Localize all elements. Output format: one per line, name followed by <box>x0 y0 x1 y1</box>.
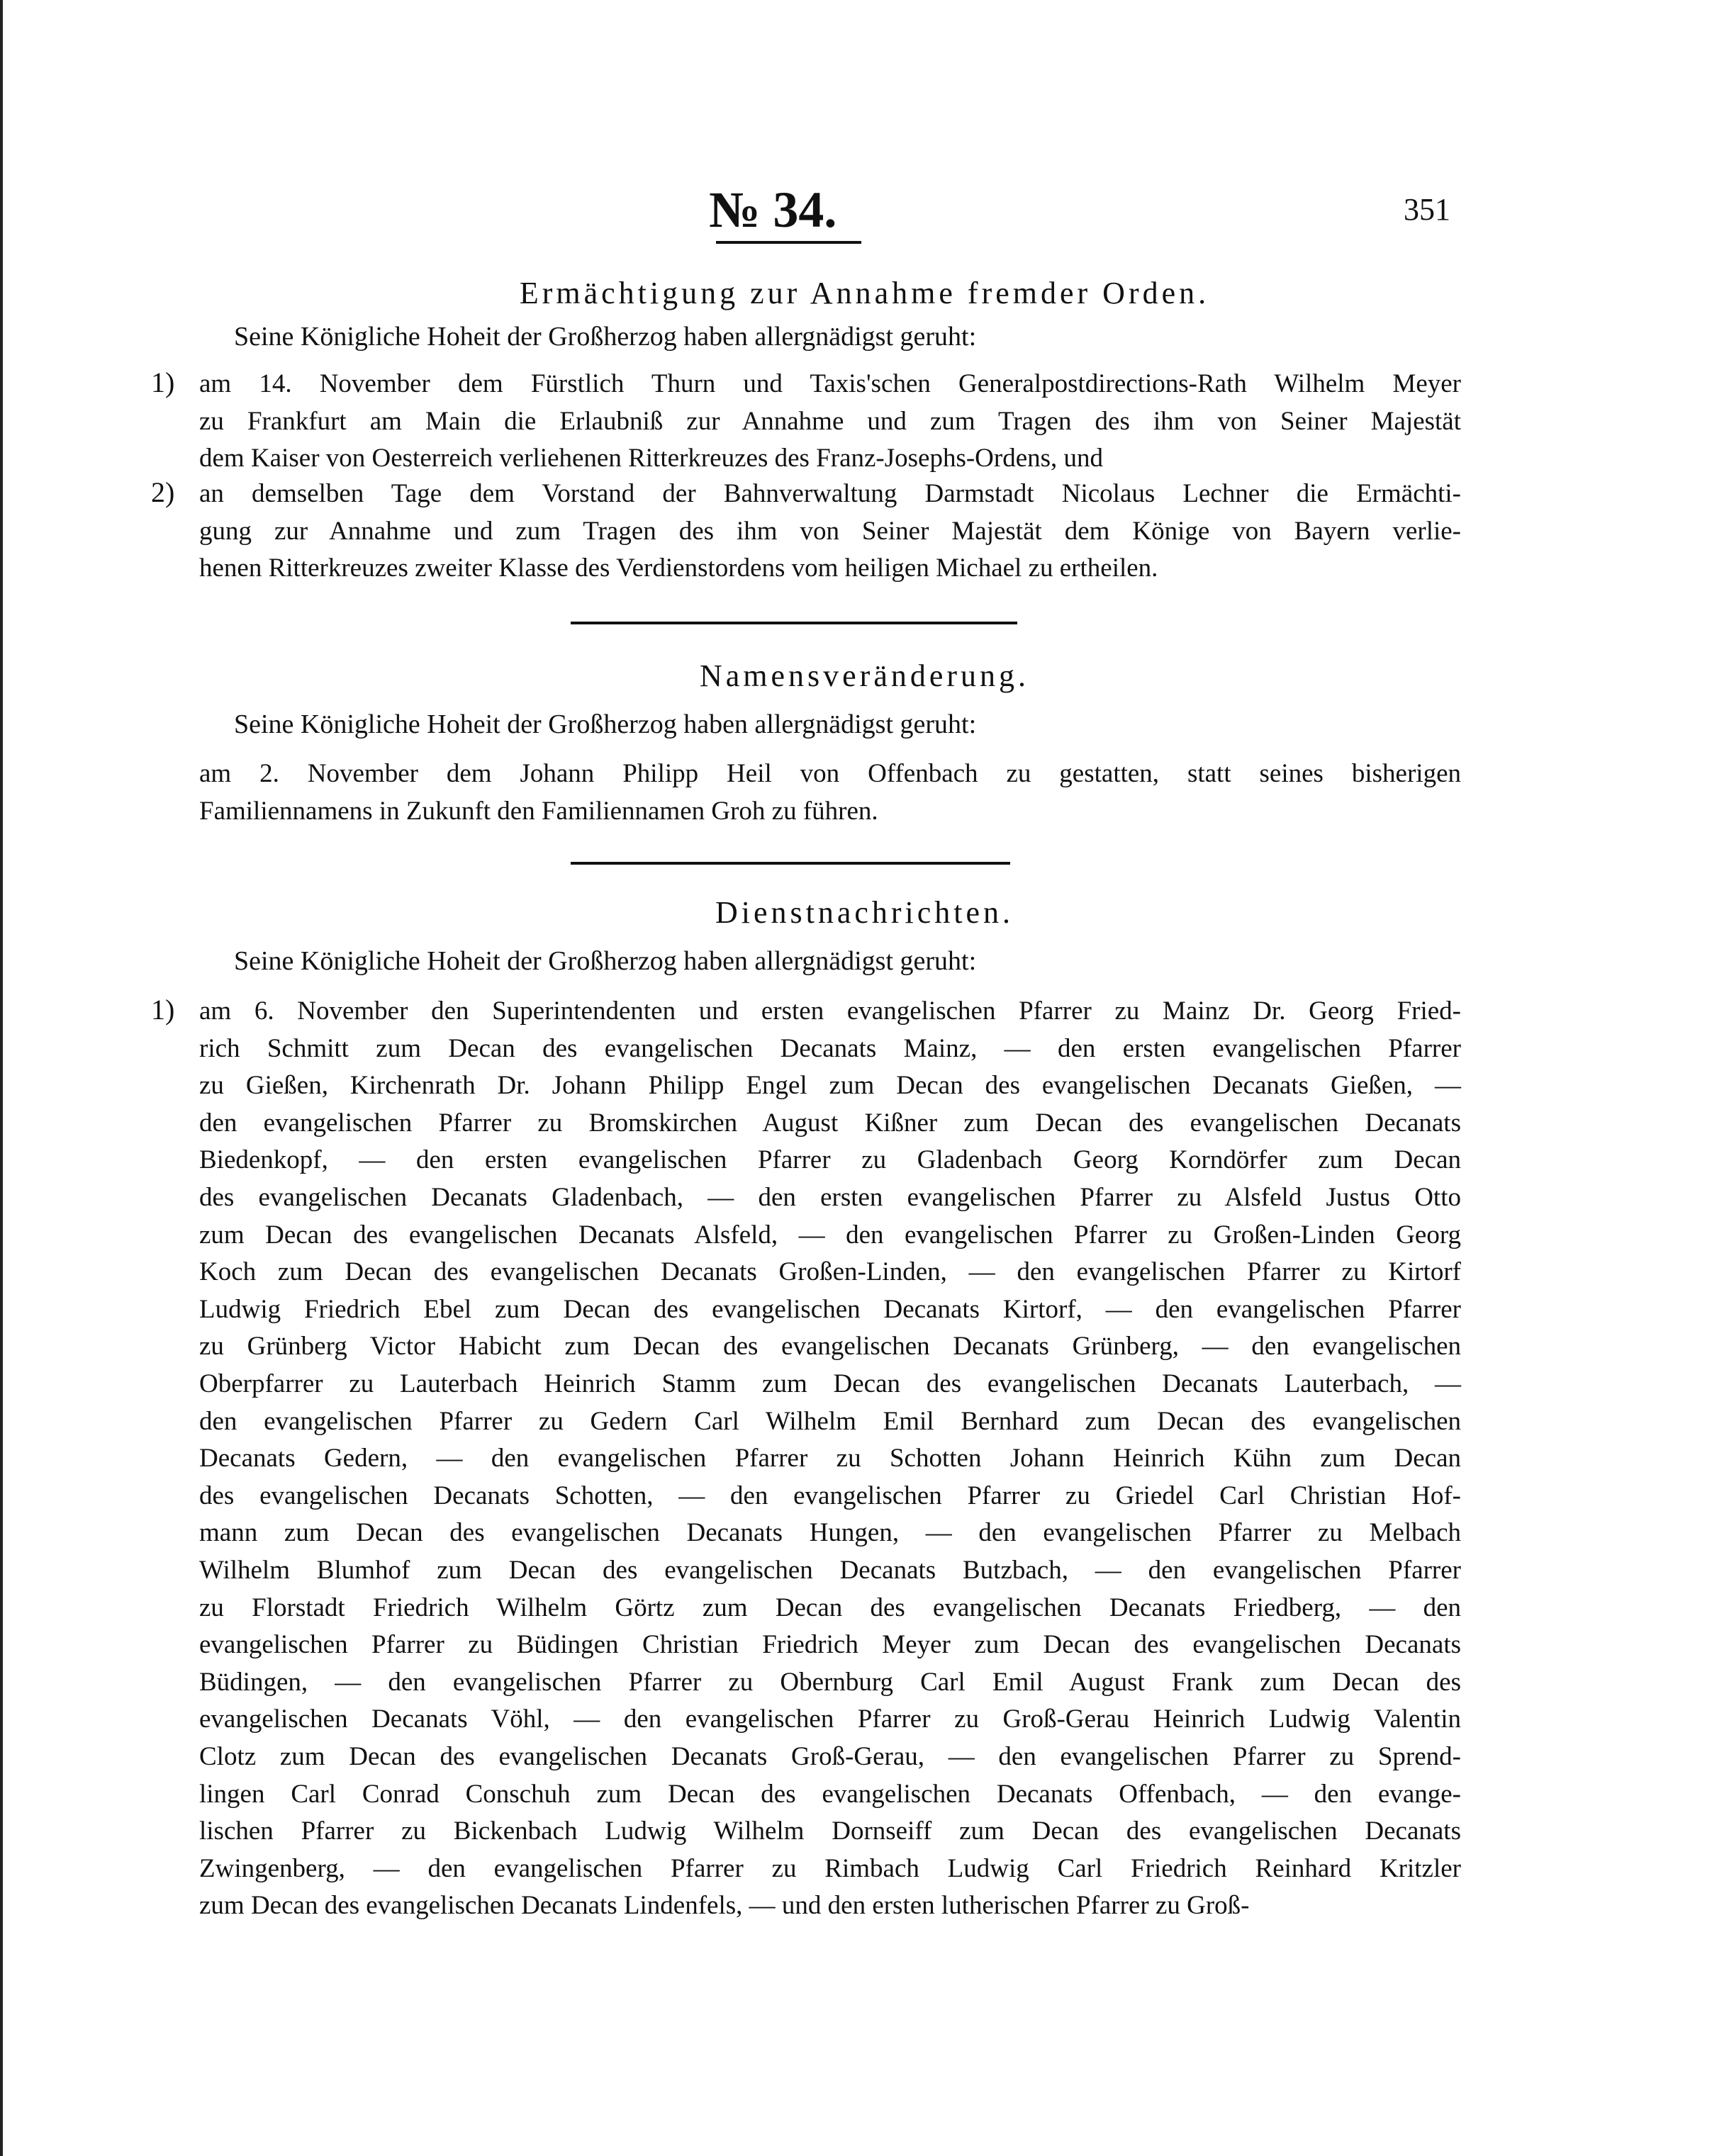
text-line: evangelischen Decanats Vöhl, — den evangelischen Pfarrer zu Groß-Gerau Heinrich Ludwig Valentin <box>199 1705 1461 1734</box>
text-line: Koch zum Decan des evangelischen Decanats Großen-Linden, — den evangelischen Pfarrer zu Kirtorf <box>199 1257 1461 1287</box>
text-line: des evangelischen Decanats Gladenbach, — den ersten evangelischen Pfarrer zu Alsfeld Justus Otto <box>199 1183 1461 1212</box>
item-number: 1) <box>151 994 175 1026</box>
text-line: den evangelischen Pfarrer zu Gedern Carl Wilhelm Emil Bernhard zum Decan des evangelischen <box>199 1406 1461 1436</box>
text-line: evangelischen Pfarrer zu Büdingen Christian Friedrich Meyer zum Decan des evangelischen Decanats <box>199 1630 1461 1660</box>
text-line: Ludwig Friedrich Ebel zum Decan des evangelischen Decanats Kirtorf, — den evangelischen Pfarrer <box>199 1294 1461 1324</box>
text-line: rich Schmitt zum Decan des evangelischen Decanats Mainz, — den ersten evangelischen Pfarrer <box>199 1033 1461 1063</box>
issue-number: № 34. <box>709 181 837 238</box>
text-line: mann zum Decan des evangelischen Decanats Hungen, — den evangelischen Pfarrer zu Melbach <box>199 1518 1461 1548</box>
text-line: an demselben Tage dem Vorstand der Bahnverwaltung Darmstadt Nicolaus Lechner die Ermächti- <box>199 479 1461 508</box>
text-line: des evangelischen Decanats Schotten, — den evangelischen Pfarrer zu Griedel Carl Christian Hof- <box>199 1481 1461 1510</box>
text-line: henen Ritterkreuzes zweiter Klasse des Verdienstordens vom heiligen Michael zu ertheilen. <box>199 554 1158 583</box>
text-line: dem Kaiser von Oesterreich verliehenen Ritterkreuzes des Franz-Josephs-Ordens, und <box>199 444 1104 473</box>
text-line: Zwingenberg, — den evangelischen Pfarrer zu Rimbach Ludwig Carl Friedrich Reinhard Kritzler <box>199 1853 1461 1883</box>
text-line: Familiennamens in Zukunft den Familiennamen Groh zu führen. <box>199 796 878 826</box>
text-line: am 2. November dem Johann Philipp Heil von Offenbach zu gestatten, statt seines bisherigen <box>199 759 1461 788</box>
text-line: zu Frankfurt am Main die Erlaubniß zur Annahme und zum Tragen des ihm von Seiner Majestät <box>199 406 1461 436</box>
text-line: Wilhelm Blumhof zum Decan des evangelischen Decanats Butzbach, — den evangelischen Pfarrer <box>199 1556 1461 1585</box>
item-number: 2) <box>151 476 175 508</box>
text-line: gung zur Annahme und zum Tragen des ihm von Seiner Majestät dem Könige von Bayern verlie- <box>199 516 1461 546</box>
text-line: am 14. November dem Fürstlich Thurn und Taxis'schen Generalpostdirections-Rath Wilhelm Meyer <box>199 369 1461 398</box>
text-line: Biedenkopf, — den ersten evangelischen Pfarrer zu Gladenbach Georg Korndörfer zum Decan <box>199 1145 1461 1175</box>
section-divider <box>571 622 1017 624</box>
text-line: zu Grünberg Victor Habicht zum Decan des evangelischen Decanats Grünberg, — den evangelischen <box>199 1332 1461 1361</box>
section-intro-service-news: Seine Königliche Hoheit der Großherzog haben allergnädigst geruht: <box>234 946 977 976</box>
item-number: 1) <box>151 366 175 398</box>
text-line: den evangelischen Pfarrer zu Bromskirchen August Kißner zum Decan des evangelischen Decanats <box>199 1108 1461 1138</box>
text-line: zum Decan des evangelischen Decanats Lindenfels, — und den ersten lutherischen Pfarrer zu Groß- <box>199 1891 1250 1921</box>
text-line: zum Decan des evangelischen Decanats Alsfeld, — den evangelischen Pfarrer zu Großen-Linden Georg <box>199 1220 1461 1250</box>
text-line: Büdingen, — den evangelischen Pfarrer zu Obernburg Carl Emil August Frank zum Decan des <box>199 1667 1461 1697</box>
issue-underline <box>716 241 861 244</box>
text-line: lingen Carl Conrad Conschuh zum Decan des evangelischen Decanats Offenbach, — den evange- <box>199 1779 1461 1809</box>
text-line: Oberpfarrer zu Lauterbach Heinrich Stamm zum Decan des evangelischen Decanats Lauterbach, — <box>199 1369 1461 1398</box>
text-line: zu Florstadt Friedrich Wilhelm Görtz zum Decan des evangelischen Decanats Friedberg, — den <box>199 1593 1461 1622</box>
page-number: 351 <box>1404 192 1450 227</box>
section-intro-name-change: Seine Königliche Hoheit der Großherzog haben allergnädigst geruht: <box>234 709 977 739</box>
text-line: Clotz zum Decan des evangelischen Decanats Groß-Gerau, — den evangelischen Pfarrer zu Sprend- <box>199 1742 1461 1771</box>
text-line: lischen Pfarrer zu Bickenbach Ludwig Wilhelm Dornseiff zum Decan des evangelischen Decanats <box>199 1817 1461 1846</box>
section-title-orders: Ermächtigung zur Annahme fremder Orden. <box>519 276 1210 310</box>
section-intro-orders: Seine Königliche Hoheit der Großherzog haben allergnädigst geruht: <box>234 322 977 352</box>
section-title-service-news: Dienstnachrichten. <box>715 895 1014 930</box>
section-divider <box>571 862 1010 865</box>
text-line: Decanats Gedern, — den evangelischen Pfarrer zu Schotten Johann Heinrich Kühn zum Decan <box>199 1444 1461 1473</box>
scan-edge <box>0 0 3 2156</box>
text-line: am 6. November den Superintendenten und ersten evangelischen Pfarrer zu Mainz Dr. Georg Fried- <box>199 996 1461 1026</box>
section-title-name-change: Namensveränderung. <box>699 658 1030 693</box>
text-line: zu Gießen, Kirchenrath Dr. Johann Philipp Engel zum Decan des evangelischen Decanats Gießen, — <box>199 1071 1461 1101</box>
